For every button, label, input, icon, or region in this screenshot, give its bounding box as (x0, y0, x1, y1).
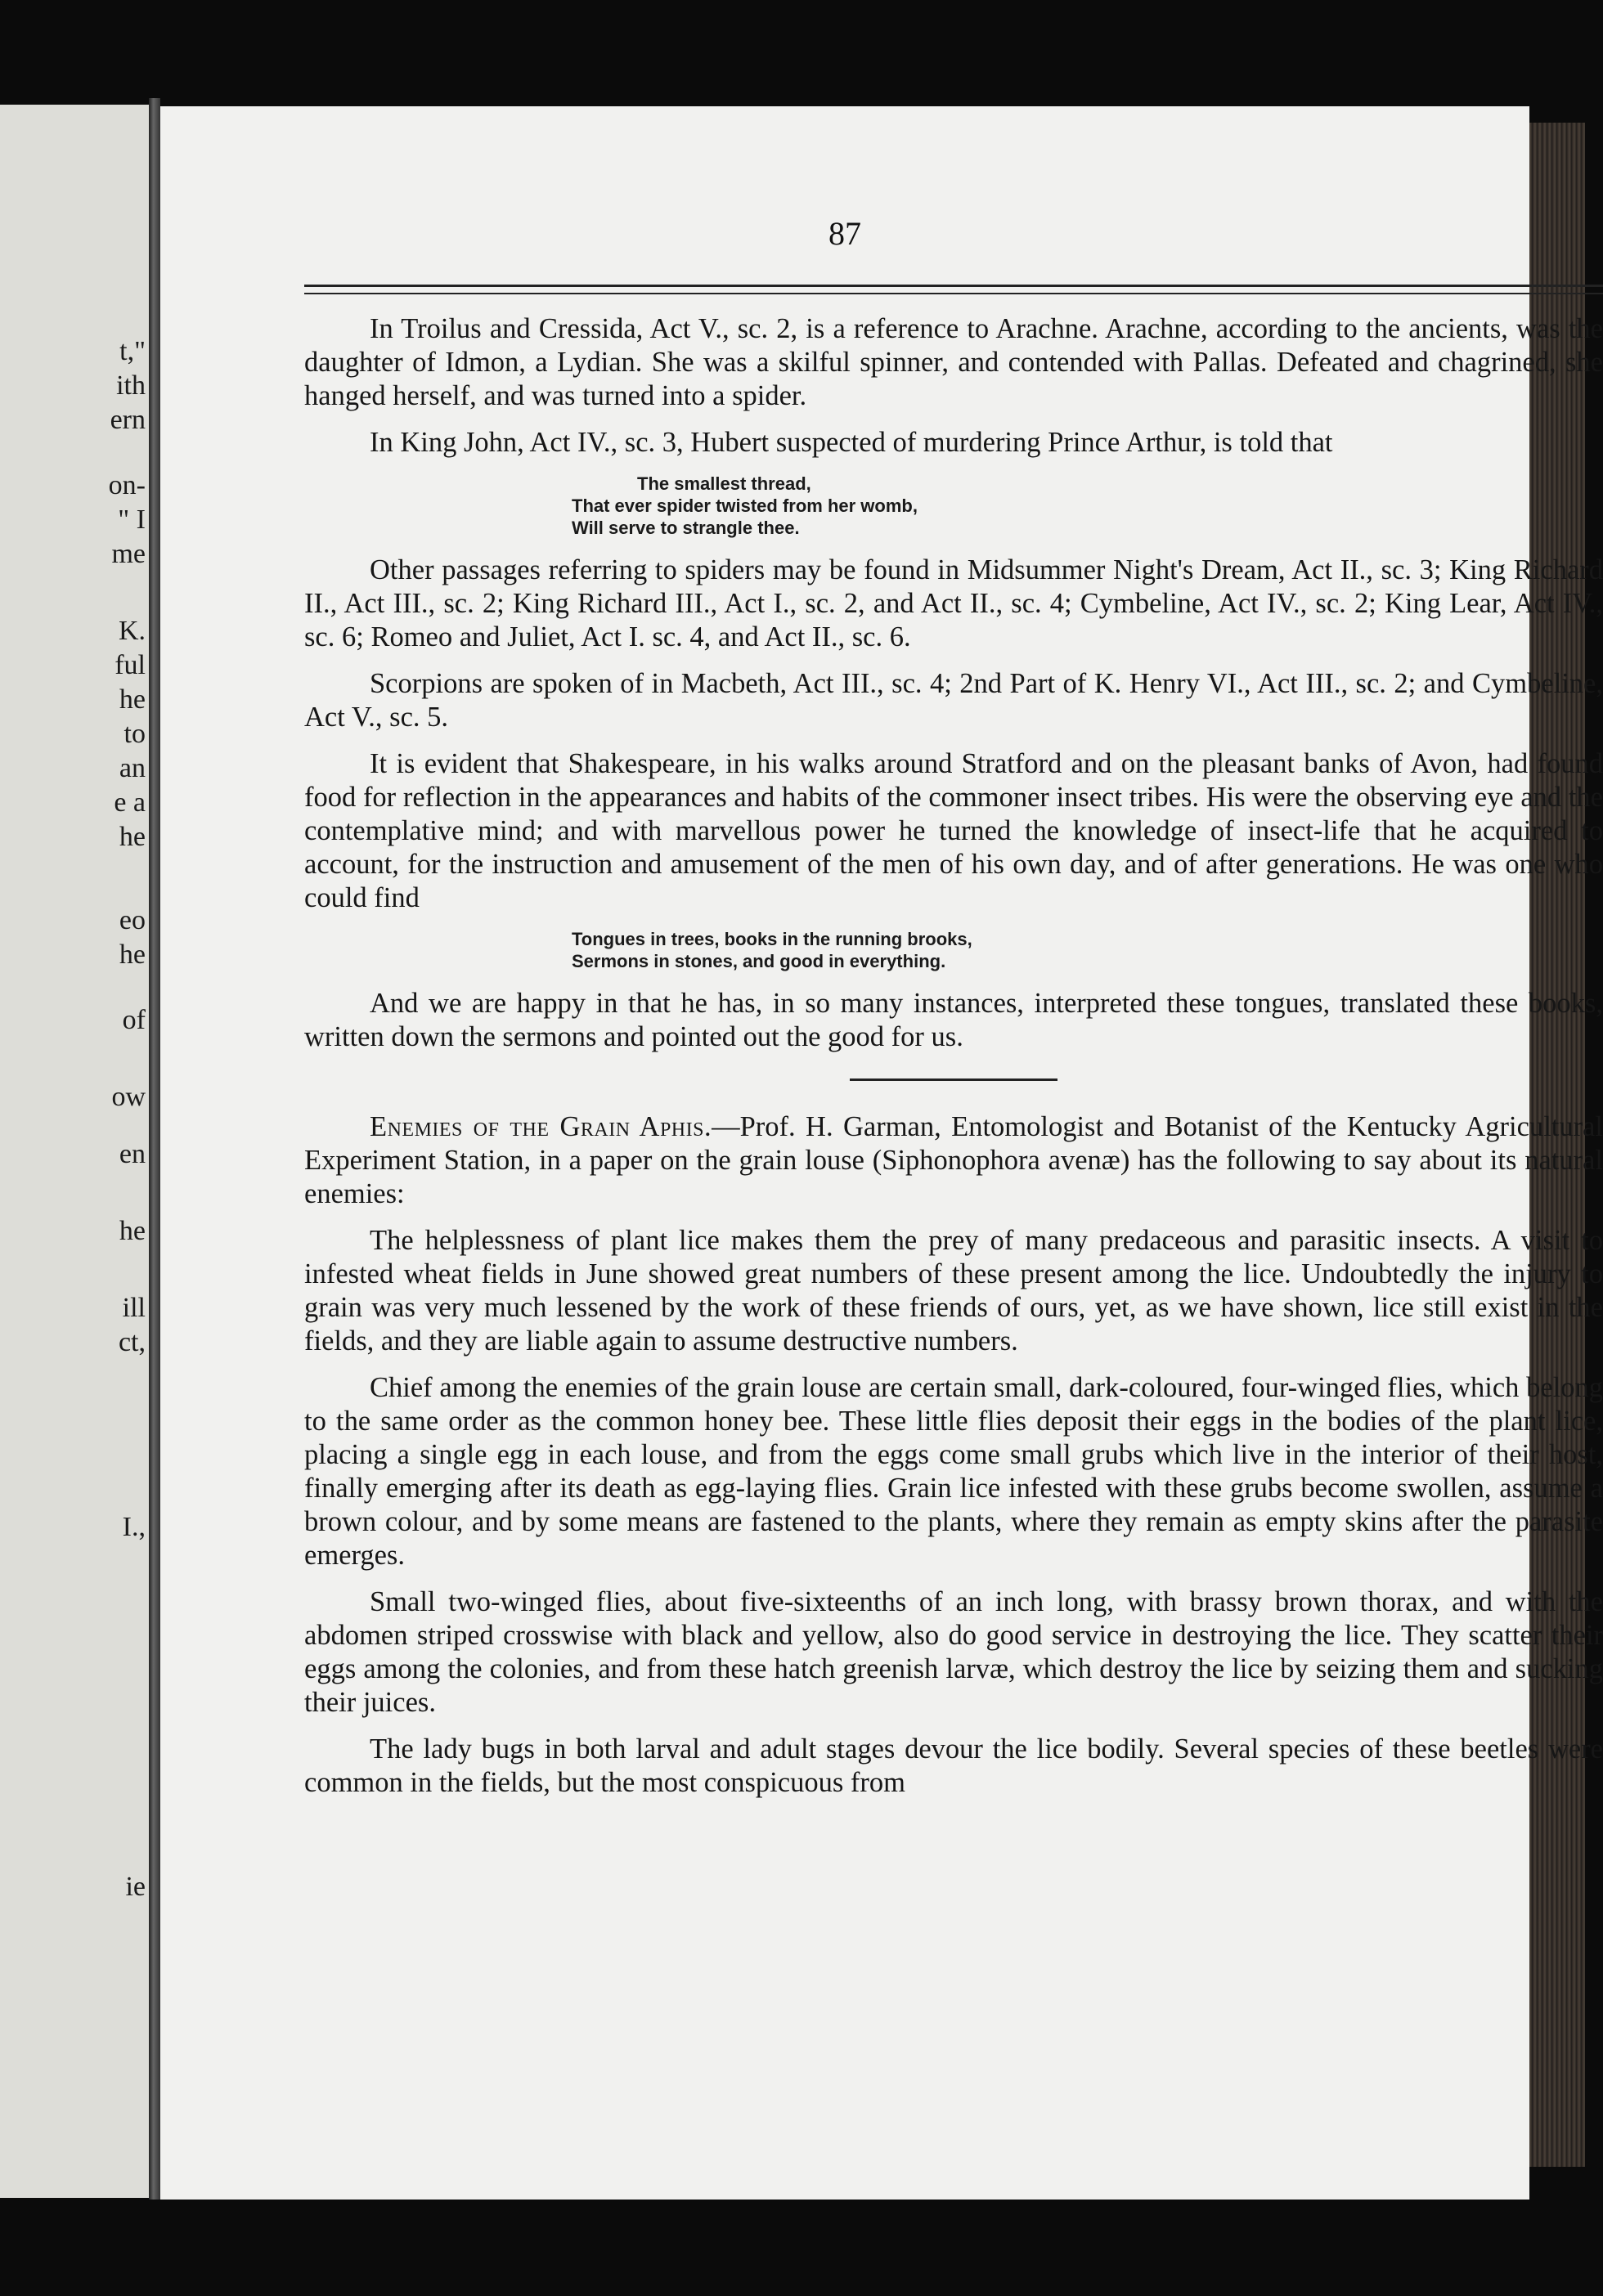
paragraph: The helplessness of plant lice makes them the prey of many predaceous and parasitic insects. A visit to infested wheat fields in June showed great numbers of these present among the lice. Undoubtedly the injury to grain was very much lessened by the work of these friends of ours, yet, as we have shown, lice still exist in the fields, and they are liable again to assume destructive numbers. (304, 1225, 1603, 1357)
quotation-as-you-like-it (304, 928, 1603, 972)
article-intro: —Prof. H. Garman, Entomologist and Botanist of the Kentucky Agricultural Experiment Station, in a paper on the grain louse (Siphonophora avenæ) has the following to say about its natural enemies: (304, 1111, 1603, 1209)
book-page (160, 106, 1603, 2200)
quote-line: The smallest thread, (637, 473, 811, 494)
quote-line: Tongues in trees, books in the running brooks, (572, 929, 972, 949)
facing-page-text-fragment: he (119, 939, 146, 970)
facing-page-text-fragment: on- (108, 470, 146, 500)
page-number: 87 (828, 215, 861, 252)
facing-page-text-fragment: he (119, 822, 146, 852)
facing-page-text-fragment: ct, (118, 1327, 146, 1357)
facing-page-text-fragment: ith (116, 370, 146, 401)
paragraph: In King John, Act IV., sc. 3, Hubert suspected of murdering Prince Arthur, is told that (370, 427, 1333, 458)
header-rule (304, 285, 1603, 287)
facing-page-text-fragment: eo (119, 905, 146, 935)
facing-page-text-fragment: ern (110, 405, 146, 435)
paragraph: It is evident that Shakespeare, in his walks around Stratford and on the pleasant banks of Avon, had found food for reflection in the appearances and habits of the commoner insect tribes. His were the observing eye and the contemplative mind; and with marvellous power he turned the knowledge of insect-life that he acquired to account, for the instruction and amusement of the men of his own day, and of after generations. He was one who could find (304, 748, 1603, 913)
facing-page-text-fragment: " I (118, 504, 146, 535)
paragraph: In Troilus and Cressida, Act V., sc. 2, is a reference to Arachne. Arachne, according to the ancients, was the daughter of Idmon, a Lydian. She was a skilful spinner, and contended with Pallas. Defeated and chagrined, she hanged herself, and was turned into a spider. (304, 313, 1603, 411)
facing-page-text-fragment: of (122, 1005, 146, 1035)
facing-page-text-fragment: ow (111, 1082, 146, 1112)
quote-line: Sermons in stones, and good in everything. (572, 951, 946, 971)
facing-page-text-fragment: me (111, 539, 146, 569)
facing-page-text-fragment: t," (119, 336, 146, 366)
book-gutter (149, 98, 160, 2200)
paragraph: The lady bugs in both larval and adult stages devour the lice bodily. Several species of these beetles were common in the fields, but the most conspicuous from (304, 1733, 1603, 1798)
quote-line: Will serve to strangle thee. (572, 518, 800, 538)
paragraph: Small two-winged flies, about five-sixteenths of an inch long, with brassy brown thorax, and with the abdomen striped crosswise with black and yellow, also do good service in destroying the lice. They scatter their eggs among the colonies, and from these hatch greenish larvæ, which destroy the lice by seizing them and sucking their juices. (304, 1586, 1603, 1718)
paragraph: Scorpions are spoken of in Macbeth, Act III., sc. 4; 2nd Part of K. Henry VI., Act III., sc. 2; and Cymbeline, Act V., sc. 5. (304, 668, 1603, 733)
paragraph: And we are happy in that he has, in so many instances, interpreted these tongues, translated these books, written down the sermons and pointed out the good for us. (304, 988, 1603, 1052)
facing-page-text-fragment: ill (122, 1293, 146, 1323)
quote-line: That ever spider twisted from her womb, (572, 496, 918, 516)
header-rule-thin (304, 293, 1603, 294)
facing-page-text-fragment: he (119, 684, 146, 715)
facing-page-text-fragment: K. (118, 616, 146, 646)
facing-page-text-fragment: he (119, 1216, 146, 1246)
article-intro-paragraph (304, 1110, 1603, 1211)
facing-page-text-fragment: I., (122, 1512, 146, 1542)
facing-page-text-fragment: ie (125, 1872, 146, 1902)
facing-page-text-fragment: an (119, 753, 146, 783)
facing-page-fragment (0, 105, 152, 2198)
quotation-king-john (304, 473, 1603, 539)
facing-page-text-fragment: en (119, 1139, 146, 1169)
facing-page-text-fragment: ful (114, 650, 146, 680)
section-separator (850, 1078, 1057, 1081)
facing-page-text-fragment: e a (114, 787, 146, 818)
article-heading: Enemies of the Grain Aphis. (370, 1111, 712, 1142)
facing-page-text-fragment: to (123, 719, 146, 749)
paragraph: Other passages referring to spiders may be found in Midsummer Night's Dream, Act II., sc. 3; King Richard II., Act III., sc. 2; King Richard III., Act I., sc. 2, and Act II., sc. 4; Cymbeline, Act IV., sc. 2; King Lear, Act IV., sc. 6; Romeo and Juliet, Act I. sc. 4, and Act II., sc. 6. (304, 554, 1603, 652)
paragraph: Chief among the enemies of the grain louse are certain small, dark-coloured, four-winged flies, which belong to the same order as the common honey bee. These little flies deposit their eggs in the bodies of the plant lice, placing a single egg in each louse, and from the eggs come small grubs which live in the interior of their host, finally emerging after its death as egg-laying flies. Grain lice infested with these grubs become swollen, assume a brown colour, and by some means are fastened to the plants, where they remain as empty skins after the parasite emerges. (304, 1372, 1603, 1571)
page-body (304, 312, 1603, 1813)
